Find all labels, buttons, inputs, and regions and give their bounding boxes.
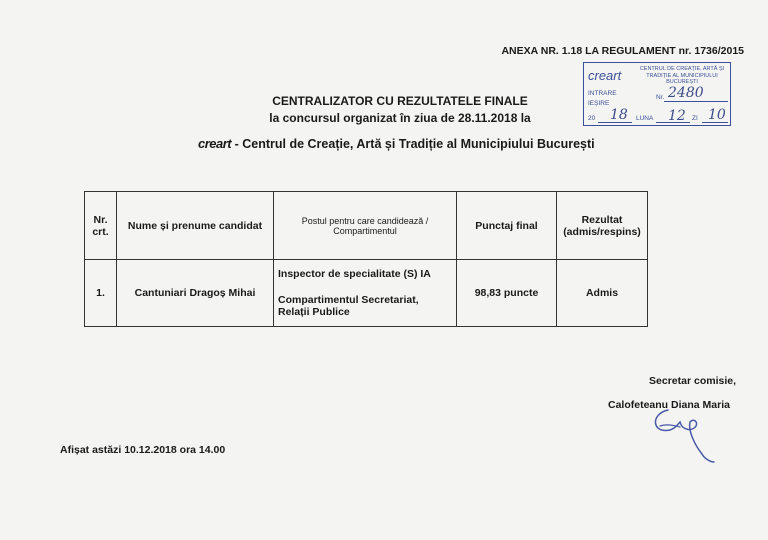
stamp-label-month: LUNA xyxy=(636,115,654,122)
col-header-nr: Nr. crt. xyxy=(85,192,117,260)
secretary-role: Secretar comisie, xyxy=(649,375,736,387)
table-header-row xyxy=(85,192,648,260)
organization-line xyxy=(198,136,595,151)
stamp-logo: creart xyxy=(588,68,622,83)
signature-icon xyxy=(640,404,720,464)
col-header-post: Postul pentru care candidează / Compartimentul xyxy=(274,192,457,260)
cell-score: 98,83 puncte xyxy=(457,260,557,327)
stamp-year-value: 18 xyxy=(610,107,628,123)
cell-nr: 1. xyxy=(85,260,117,327)
secretary-name: Calofeteanu Diana Maria xyxy=(608,399,730,411)
annex-reference: ANEXA NR. 1.18 LA REGULAMENT nr. 1736/2015 xyxy=(501,45,744,57)
document-title: CENTRALIZATOR CU REZULTATELE FINALE xyxy=(272,94,528,108)
stamp-month-value: 12 xyxy=(668,108,686,124)
stamp-label-in: INTRARE xyxy=(588,90,617,97)
posting-date: Afișat astăzi 10.12.2018 ora 14.00 xyxy=(60,444,226,456)
cell-post-dept: Compartimentul Secretariat, Relații Publice xyxy=(278,294,419,318)
cell-post-title: Inspector de specialitate (S) IA xyxy=(278,268,431,280)
col-header-result: Rezultat (admis/respins) xyxy=(557,192,648,260)
cell-name: Cantuniari Dragoș Mihai xyxy=(117,260,274,327)
brand-logo: creart xyxy=(198,136,232,151)
stamp-nr-value: 2480 xyxy=(668,85,704,101)
table-row xyxy=(85,260,648,327)
stamp-org-name: CENTRUL DE CREAȚIE, ARTĂ ȘI TRADIȚIE AL MUNICIPIULUI BUCUREȘTI xyxy=(639,66,725,85)
col-header-score: Punctaj final xyxy=(457,192,557,260)
document-subtitle: la concursul organizat în ziua de 28.11.2018 la xyxy=(269,111,531,125)
stamp-label-out: IEȘIRE xyxy=(588,100,610,107)
stamp-day-value: 10 xyxy=(708,107,726,123)
results-table xyxy=(84,191,648,327)
cell-result: Admis xyxy=(557,260,648,327)
cell-post xyxy=(274,260,457,327)
stamp-label-nr: Nr. xyxy=(656,94,665,101)
stamp-label-day: 20 xyxy=(588,115,596,122)
organization-name: - Centrul de Creație, Artă și Tradiție al Municipiului București xyxy=(231,137,595,151)
stamp-label-year: ZI xyxy=(692,115,698,122)
col-header-name: Nume și prenume candidat xyxy=(117,192,274,260)
